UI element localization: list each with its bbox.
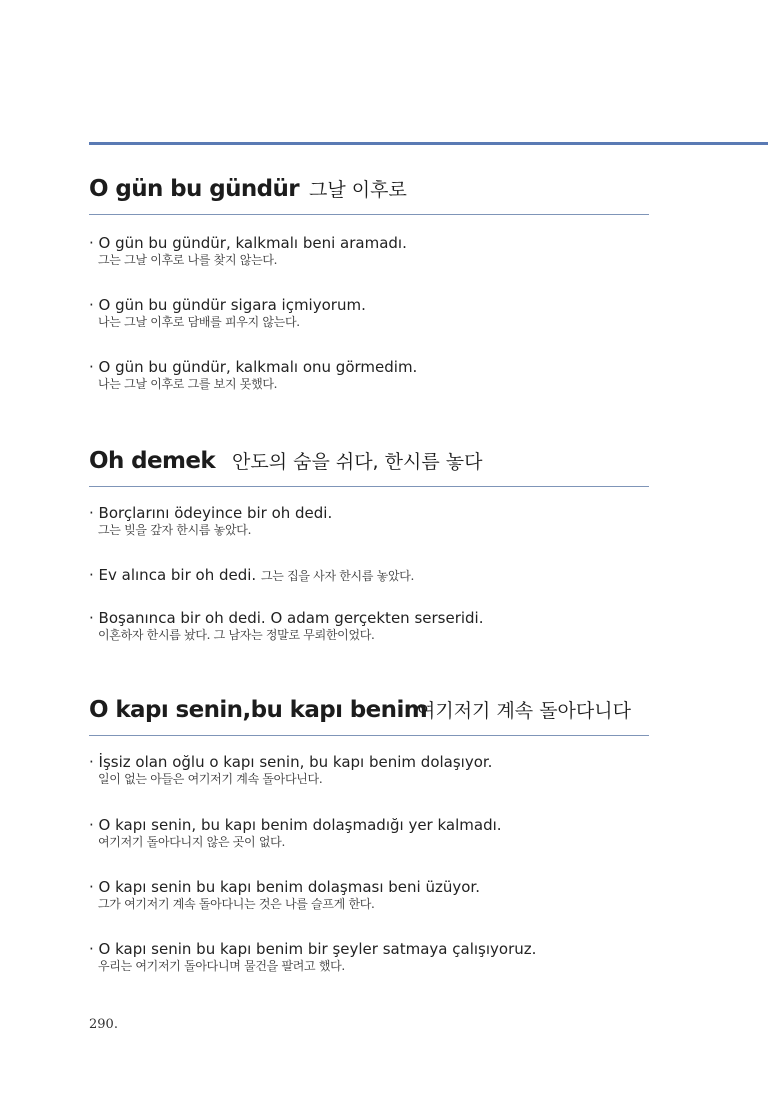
example-entry: [89, 566, 689, 585]
heading-korean: 안도의 숨을 쉬다, 한시름 놓다: [232, 451, 483, 473]
example-turkish-text: · Ev alınca bir oh dedi.: [89, 566, 257, 584]
example-entry: [89, 358, 689, 392]
example-korean: 그는 집을 사자 한시름 놓았다.: [260, 569, 415, 583]
example-korean: 이혼하자 한시름 놨다. 그 남자는 정말로 무뢰한이었다.: [98, 628, 375, 642]
heading-korean: 여기저기 계속 돌아다니다: [417, 700, 631, 722]
idiom-section-1: [89, 174, 649, 391]
example-entry: [89, 609, 689, 643]
example-korean: 우리는 여기저기 돌아다니며 물건을 팔려고 했다.: [98, 959, 345, 973]
idiom-section-2: [89, 446, 649, 642]
heading-turkish: Oh demek: [89, 448, 216, 474]
example-turkish: · O gün bu gündür, kalkmalı beni aramadı.: [89, 234, 407, 252]
example-turkish: · Borçlarını ödeyince bir oh dedi.: [89, 504, 333, 522]
top-rule: [89, 142, 768, 145]
example-turkish: · O gün bu gündür sigara içmiyorum.: [89, 296, 366, 314]
example-korean: 그가 여기저기 계속 돌아다니는 것은 나를 슬프게 한다.: [98, 897, 375, 911]
example-korean: 그는 빚을 갚자 한시름 놓았다.: [98, 523, 252, 537]
example-entry: [89, 296, 689, 330]
example-turkish: · İşsiz olan oğlu o kapı senin, bu kapı benim dolaşıyor.: [89, 753, 493, 771]
example-korean: 일이 없는 아들은 여기저기 계속 돌아다닌다.: [98, 772, 323, 786]
heading-turkish: O kapı senin,bu kapı benim: [89, 697, 428, 723]
idiom-section-3: [89, 695, 649, 973]
example-turkish: · Boşanınca bir oh dedi. O adam gerçekten serseridi.: [89, 609, 484, 627]
example-korean: 그는 그날 이후로 나를 찾지 않는다.: [98, 253, 278, 267]
section-heading: [89, 446, 649, 487]
example-korean: 나는 그날 이후로 담배를 피우지 않는다.: [98, 315, 300, 329]
section-heading: [89, 174, 649, 215]
example-turkish: · O kapı senin bu kapı benim dolaşması beni üzüyor.: [89, 878, 480, 896]
heading-korean: 그날 이후로: [309, 179, 407, 201]
example-entry: [89, 504, 689, 538]
example-korean: 나는 그날 이후로 그를 보지 못했다.: [98, 377, 278, 391]
example-entry: [89, 753, 689, 787]
example-entry: [89, 878, 689, 912]
page-number: 290.: [89, 1017, 118, 1032]
example-turkish: · O gün bu gündür, kalkmalı onu görmedim.: [89, 358, 418, 376]
heading-turkish: O gün bu gündür: [89, 176, 300, 202]
example-entry: [89, 234, 689, 268]
example-korean: 여기저기 돌아다니지 않은 곳이 없다.: [98, 835, 285, 849]
example-entry: [89, 816, 689, 850]
example-turkish: · O kapı senin, bu kapı benim dolaşmadığı yer kalmadı.: [89, 816, 502, 834]
section-heading: [89, 695, 649, 736]
example-entry: [89, 940, 689, 974]
example-turkish: [89, 566, 689, 585]
example-turkish: · O kapı senin bu kapı benim bir şeyler satmaya çalışıyoruz.: [89, 940, 537, 958]
